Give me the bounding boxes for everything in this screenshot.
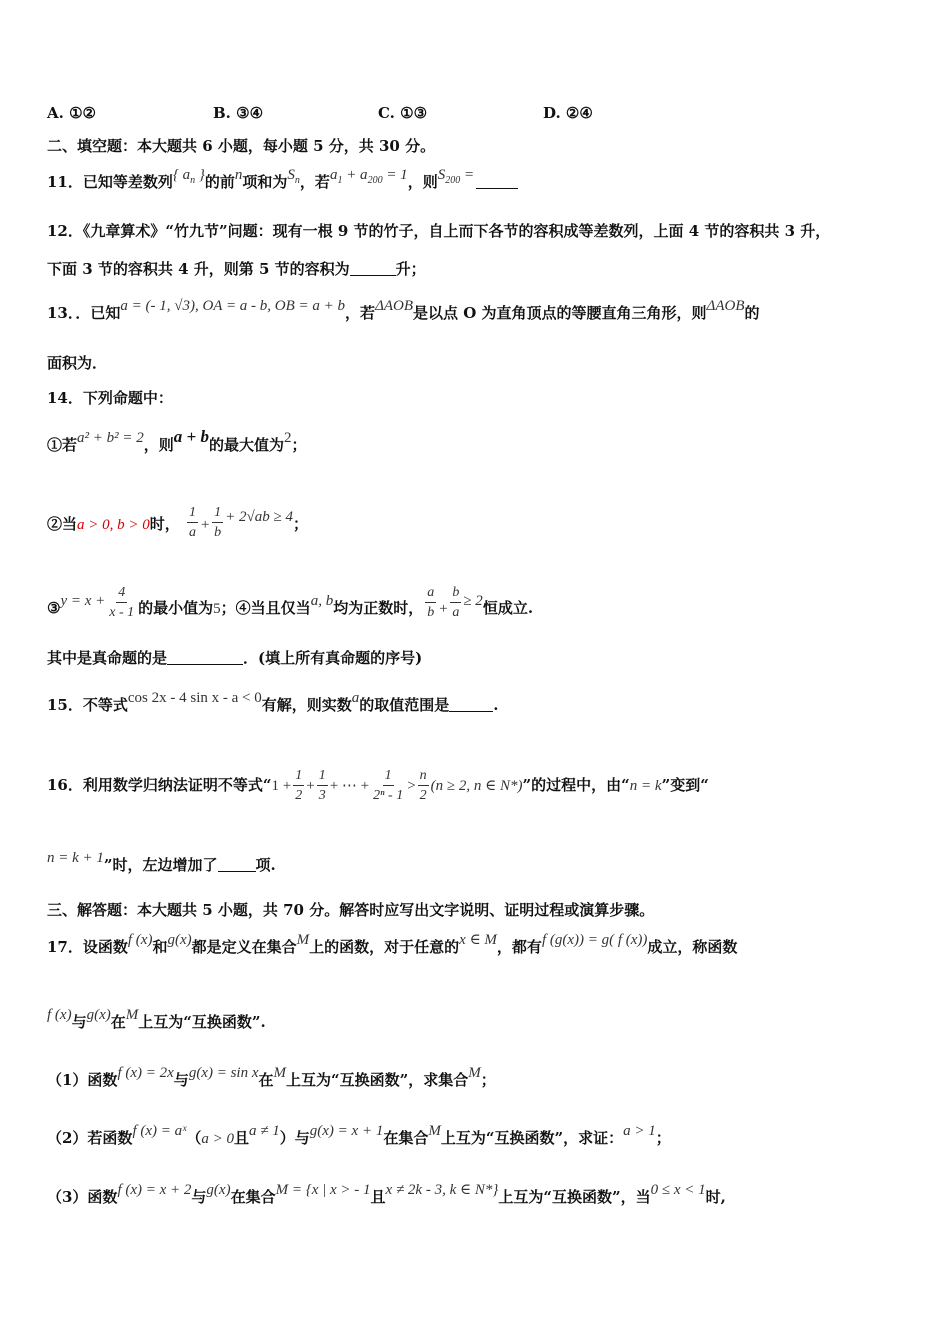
frac-den: 2 [419,788,427,804]
frac-num: 1 [187,505,198,523]
q14-text: ②当 [47,514,78,533]
q14-p4-ab: a, b [310,592,334,609]
q14-p3-function: y = x + [60,592,106,609]
q17-text: ； [655,1129,671,1147]
q16-frac-1 [293,768,304,804]
q14-p2-frac-2 [212,505,223,541]
frac-den: a [189,525,197,541]
q17-part-1 [47,1065,496,1089]
q17-text: 上互为“互换函数”，求集合 [286,1071,469,1089]
q16-text: 16．利用数学归纳法证明不等式“ [47,775,272,794]
q17-f: f (x) [47,1007,72,1023]
frac-num: 1 [383,768,394,786]
q14-text: ，则 [143,436,174,454]
q17-p3-g: g(x) [206,1182,231,1198]
q11-text: 的前 [204,173,235,191]
q14-p4-frac-2 [450,585,461,621]
q17-text: 且 [370,1188,386,1206]
option-d[interactable]: D. ②④ [543,104,593,122]
question-14-title: 14．下列命题中： [47,389,173,407]
question-12-line-2 [47,261,426,277]
q16-frac-2 [317,768,328,804]
q17-p2-cond-2: a ≠ 1 [249,1123,280,1139]
frac-den: 2ⁿ - 1 [373,788,404,804]
section-2-heading: 二、填空题：本大题共 6 小题，每小题 5 分，共 30 分。 [47,137,436,155]
q17-text: （3）函数 [47,1188,118,1206]
q17-g: g(x) [86,1007,111,1023]
q16-text: 项. [255,856,276,874]
q12-answer-blank[interactable] [350,261,396,276]
q14-text: ．(填上所有真命题的序号) [243,649,423,667]
q11-num: 11． [47,173,83,191]
question-17-line-2 [47,1007,266,1031]
frac-num: a [425,585,436,603]
question-16: 16．利用数学归纳法证明不等式“1 + $\frac{1}{2}$ + $\frac{1}{3}$ + ⋯ + $\frac{1}{\text{2ⁿ - 1}}$ > $\frac{n}{2}$ (n ≥ 2, n ∈ N*)”的过程中，由“n = k”变到“ [47,768,709,804]
q11-cond-sub1: 1 [337,175,343,186]
frac-den: x - 1 [109,605,135,621]
q17-M: M [468,1065,481,1081]
q11-text: 项和为 [242,173,288,191]
q14-question [47,650,422,666]
q17-text: ）与 [279,1129,310,1147]
q15-answer-blank[interactable] [449,697,493,712]
q17-part-2 [47,1123,671,1147]
question-16-line-2 [47,850,276,874]
q17-text: 与 [71,1013,87,1031]
q17-text: 在 [258,1071,274,1089]
q17-M: M [125,1007,139,1023]
q17-text: 上互为“互换函数”，当 [498,1188,651,1206]
q17-M: M [273,1065,287,1081]
q14-text: 恒成立. [482,598,534,617]
q17-text: 上互为“互换函数”，求证： [440,1129,624,1147]
q13-triangle: ΔAOB [375,298,414,314]
q11-n: n [234,167,243,183]
q16-text: ”时，左边增加了 [103,856,218,874]
question-17 [47,932,738,956]
q11-seq [172,167,205,186]
q17-p1-g: g(x) = sin x [188,1065,259,1081]
frac-num: 4 [116,585,127,603]
q11-text: ，若 [299,173,330,191]
frac-num: 1 [212,505,223,523]
section-3-heading: 三、解答题：本大题共 5 小题，共 70 分。解答时应写出文字说明、证明过程或演算步骤。 [47,901,655,919]
q15-text: 有解，则实数 [261,696,352,714]
q17-text: 和 [152,938,168,956]
q16-n-eq-k: n = k [629,777,662,794]
question-13-line-2: 面积为． [47,354,108,372]
frac-num: 1 [293,768,304,786]
q17-p3-f: f (x) = x + 2 [117,1182,192,1198]
q14-p2-rest: + 2√ab ≥ 4 [225,508,293,525]
q14-p2-frac-1 [187,505,198,541]
q17-text: 在集合 [383,1129,429,1147]
q17-p2-g: g(x) = x + 1 [309,1123,384,1139]
q17-M: M [296,932,310,948]
q13-text: 的 [744,304,760,322]
frac-num: n [418,768,429,786]
q14-p3-frac [107,585,136,621]
q16-condition: (n ≥ 2, n ∈ N*) [430,777,523,794]
frac-den: 3 [318,788,326,804]
q17-g: g(x) [167,932,192,948]
q11-cond-a: a [329,167,338,183]
q17-p2-f: f (x) = aˣ [132,1123,187,1139]
q17-text: 上互为“互换函数”. [138,1013,266,1031]
frac-den: b [214,525,222,541]
q16-lhs: 1 + [271,777,292,794]
q17-part-3 [47,1182,726,1206]
frac-num: 1 [317,768,328,786]
q12-text: 下面 3 节的容积共 4 升，则第 5 节的容积为 [47,260,350,278]
q14-text: 均为正数时， [333,598,424,617]
q17-p3-set: M = {x | x > - 1 [275,1182,371,1198]
q17-text: 与 [173,1071,189,1089]
q11-Sn [287,167,300,186]
q11-answer-blank[interactable] [476,174,518,189]
q11-seq-a: { a [172,167,191,183]
q11-S200-S: S [437,167,446,183]
q11-text: ，则 [407,173,438,191]
frac-den: a [452,605,460,621]
q16-n-eq-k-plus-1: n = k + 1 [47,850,104,866]
q15-text: 的取值范围是 [359,696,450,714]
q16-dots: + ⋯ + [329,777,370,794]
frac-num: b [450,585,461,603]
q14-text: ； [291,436,307,454]
q17-text: （1）函数 [47,1071,118,1089]
q14-prop-2: ②当a > 0, b > 0时， $\frac{1}{a}$ + $\frac{1}{b}$ + 2√ab ≥ 4； [47,505,308,541]
q11-cond-sub2: 200 [367,175,383,186]
q17-p3-range: 0 ≤ x < 1 [650,1182,706,1198]
q15-inequality: cos 2x - 4 sin x - a < 0 [127,690,262,706]
q13-text: 是以点 O 为直角顶点的等腰直角三角形，则 [413,304,707,322]
question-13 [47,298,760,322]
q14-p1-value: 2 [283,430,292,446]
q16-text: ”变到“ [661,775,709,794]
q17-text: （ [186,1129,202,1147]
q17-text: 在集合 [230,1188,276,1206]
q11-condition [329,167,408,186]
q14-text: ③ [47,598,61,617]
q14-text: 的最大值为 [208,436,284,454]
q14-p4-frac-1 [425,585,436,621]
q14-prop-1 [47,427,307,454]
q11-cond-plus: + a [342,167,368,183]
q14-text: 的最小值为 [138,598,214,617]
option-c[interactable]: C. ①③ [378,104,428,122]
q13-triangle-2: ΔAOB [706,298,745,314]
q17-text: 时, [705,1188,726,1206]
q14-text: 时， [149,514,180,533]
q15-text: 15．不等式 [47,696,128,714]
q17-M: M [428,1123,441,1139]
q13-vector-expr: a = (- 1, √3), OA = a - b, OB = a + b [120,298,346,314]
q16-gt: > [407,777,416,794]
question-11 [47,167,518,194]
q12-text: 升； [395,260,426,278]
frac-den: b [427,605,435,621]
q14-prop-3-4: ③y = x + $\frac{4}{x - 1}$ 的最小值为5；④当且仅当a, b均为正数时， $\frac{a}{b}$ + $\frac{b}{a}$ ≥ 2恒成立. [47,585,534,621]
q14-p2-condition: a > 0, b > 0 [77,516,150,533]
q17-text: 都是定义在集合 [191,938,297,956]
q14-p1-condition: a² + b² = 2 [77,430,144,446]
q16-frac-3 [371,768,405,804]
q14-answer-blank[interactable] [167,650,243,665]
q17-x-in-M: x ∈ M [459,932,497,948]
q17-text: 成立，称函数 [647,938,738,956]
q17-p1-f: f (x) = 2x [117,1065,174,1081]
option-a[interactable]: A. ①② [47,104,96,122]
q17-text: 与 [191,1188,207,1206]
q16-text: ”的过程中，由“ [522,775,630,794]
q16-answer-blank[interactable] [218,857,256,872]
q17-p3-set-cond: x ≠ 2k - 3, k ∈ N*} [385,1182,499,1198]
q11-S: S [287,167,295,183]
q14-p4-rest: ≥ 2 [463,592,483,609]
q16-frac-4 [418,768,429,804]
question-12-line-1: 12．《九章算术》“竹九节”问题：现有一根 9 节的竹子，自上而下各节的容积成等差数列，上面 4 节的容积共 3 升， [47,222,831,240]
q17-text: 17．设函数 [47,938,128,956]
q11-eq: = [460,167,475,183]
q11-text: 已知等差数列 [82,173,173,191]
q17-f: f (x) [127,932,153,948]
q11-S200-sub: 200 [445,175,461,186]
q13-text: 13．．已知 [47,304,121,322]
q17-text: 在 [110,1013,126,1031]
q14-p3-value: 5 [213,600,221,617]
question-15 [47,690,499,714]
option-b[interactable]: B. ③④ [213,104,264,122]
q17-p2-conclusion: a > 1 [623,1123,656,1139]
frac-den: 2 [295,788,303,804]
q14-p1-ab: a + b [173,427,209,446]
q15-a: a [351,690,360,706]
q14-text: ； [292,514,308,533]
q17-composition: f (g(x)) = g( f (x)) [541,932,648,948]
q17-text: 上的函数，对于任意的 [309,938,460,956]
q17-text: ，都有 [496,938,542,956]
q11-S200 [437,167,475,186]
q14-text: 其中是真命题的是 [47,649,168,667]
q11-seq-end: } [195,167,205,183]
q11-cond-eq: = 1 [382,167,408,183]
q17-text: ； [480,1071,496,1089]
q14-text: ；④当且仅当 [220,598,311,617]
q17-p2-cond-1: a > 0 [201,1131,235,1147]
q11-seq-sub: n [190,175,196,186]
q13-text: ，若 [345,304,376,322]
q17-text: 且 [234,1129,250,1147]
q15-text: . [493,696,499,714]
q14-text: ①若 [47,436,78,454]
q11-S-sub: n [294,175,300,186]
q17-text: （2）若函数 [47,1129,133,1147]
